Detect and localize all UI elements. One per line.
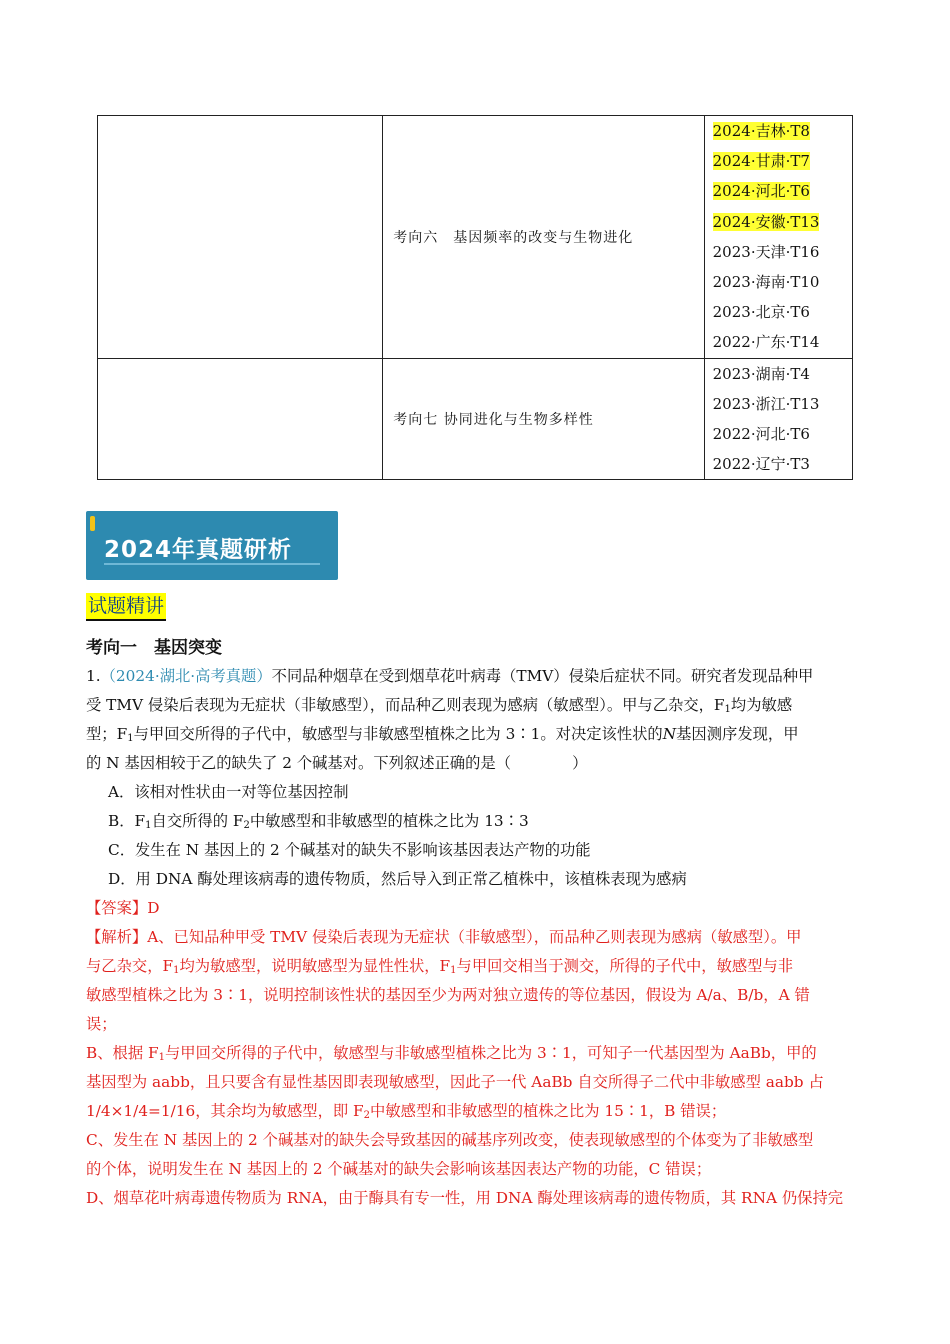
ref-item: 2023·浙江·T13 [712,394,820,413]
analysis-line: 基因型为 aabb，且只要含有显性基因即表现敏感型，因此子一代 AaBb 自交所得子二代中非敏感型 aabb 占 [86,1073,824,1091]
question-line: 的 N 基因相较于乙的缺失了 2 个碱基对。下列叙述正确的是（ ） [86,754,588,772]
ref-item: 2024·吉林·T8 [712,122,810,140]
ref-item: 2024·安徽·T13 [712,212,820,231]
ref-item: 2023·海南·T10 [712,272,820,291]
empty-cell [98,358,383,480]
question-number: 1. [86,667,101,685]
option-d: D．用 DNA 酶处理该病毒的遗传物质，然后导入到正常乙植株中，该植株表现为感病 [108,870,687,888]
option-c: C．发生在 N 基因上的 2 个碱基对的缺失不影响该基因表达产物的功能 [108,841,591,859]
section-title: 考向一 基因突变 [86,638,222,658]
ref-item: 2022·广东·T14 [712,333,820,352]
topic-label: 考向七 协同进化与生物多样性 [393,411,594,428]
question-line: 型；$F_1$与甲回交所得的子代中，敏感型与非敏感型植株之比为 3∶1。对决定该性状的N基因测序发现，甲 [86,725,799,744]
banner-underline [104,563,320,565]
analysis-line: 与乙杂交，$F_1$均为敏感型，说明敏感型为显性性状，$F_1$与甲回交相当于测交，所得的子代中，敏感型与非 [86,957,794,976]
banner-title: 2024年真题研析 [104,537,293,563]
option-a: A．该相对性状由一对等位基因控制 [108,783,349,801]
refs-cell [704,358,852,480]
banner-accent [90,516,95,531]
analysis-line: B、根据 $F_1$与甲回交所得的子代中，敏感型与非敏感型植株之比为 3∶1，可知子一代基因型为 AaBb，甲的 [86,1044,817,1063]
tag-label: 试题精讲 [86,593,166,621]
ref-item: 2023·天津·T16 [712,242,820,261]
ref-item: 2023·北京·T6 [712,303,810,322]
empty-cell [98,116,383,359]
refs-cell [704,116,852,359]
analysis-line: 的个体，说明发生在 N 基因上的 2 个碱基对的缺失会影响该基因表达产物的功能，C 错误； [86,1160,712,1178]
reference-table [97,115,853,480]
ref-item: 2023·湖南·T4 [712,364,810,383]
table-row [98,116,853,359]
analysis-line: D、烟草花叶病毒遗传物质为 RNA，由于酶具有专一性，用 DNA 酶处理该病毒的遗传物质，其 RNA 仍保持完 [86,1189,844,1207]
ref-item: 2022·辽宁·T3 [712,455,810,474]
ref-item: 2022·河北·T6 [712,424,810,443]
table-row [98,358,853,480]
option-b: B．$F_1$自交所得的 $F_2$中敏感型和非敏感型的植株之比为 13∶3 [108,812,529,831]
topic-cell [383,358,704,480]
ref-item: 2024·甘肃·T7 [712,152,810,171]
topic-cell [383,116,704,359]
ref-item: 2024·河北·T6 [712,182,810,201]
analysis-line: C、发生在 N 基因上的 2 个碱基对的缺失会导致基因的碱基序列改变，使表现敏感型的个体变为了非敏感型 [86,1131,814,1149]
analysis-line: 【解析】A、已知品种甲受 TMV 侵染后表现为无症状（非敏感型），而品种乙则表现为感病（敏感型）。甲 [86,928,802,946]
question-source: （2024·湖北·高考真题） [100,667,272,685]
section-banner [86,511,338,580]
question-line: 受 TMV 侵染后表现为无症状（非敏感型），而品种乙则表现为感病（敏感型）。甲与乙杂交，$F_1$均为敏感 [86,696,793,715]
answer-line: 【答案】D [86,899,160,917]
analysis-line: 敏感型植株之比为 3∶1，说明控制该性状的基因至少为两对独立遗传的等位基因，假设为 A/a、B/b，A 错 [86,986,810,1004]
analysis-line: 1/4×1/4=1/16，其余均为敏感型，即 $F_2$中敏感型和非敏感型的植株之比为 15∶1，B 错误； [86,1102,727,1121]
analysis-line: 误； [86,1015,117,1033]
question-line: 1.（2024·湖北·高考真题）不同品种烟草在受到烟草花叶病毒（TMV）侵染后症状不同。研究者发现品种甲 [86,667,814,685]
topic-label: 考向六 基因频率的改变与生物进化 [393,229,634,246]
